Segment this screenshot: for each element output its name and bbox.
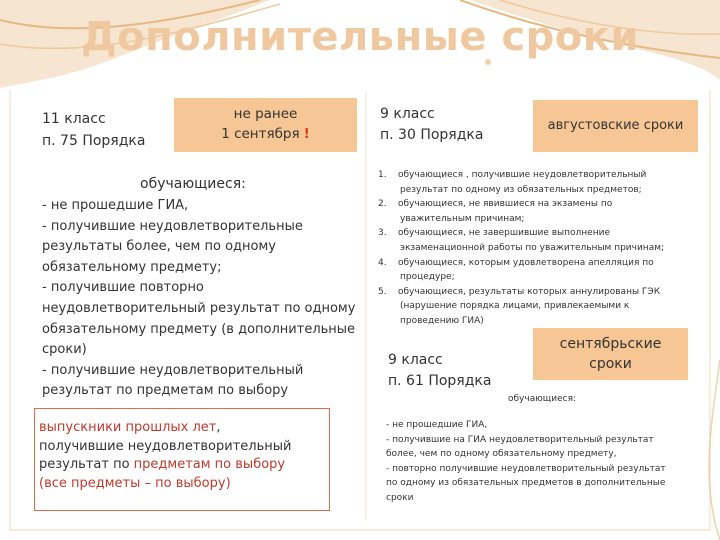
past-graduates-note	[34, 408, 330, 511]
grade11-rule: п. 75 Порядка	[42, 133, 146, 149]
grade9-rule: п. 61 Порядка	[388, 373, 492, 389]
list-line: - получившие на ГИА неудовлетворительный результат	[386, 434, 654, 445]
list-line: - повторно получившие неудовлетворительный результат	[386, 463, 666, 474]
note-line-2: получившие неудовлетворительный	[39, 438, 292, 454]
list-line: результаты более, чем по одному	[42, 239, 276, 255]
list-item: 5. обучающиеся, результаты которых аннулированы ГЭК (нарушение порядка лицами, привлекаемыми к проведению ГИА)	[378, 286, 661, 326]
students-subheading: обучающиеся:	[140, 176, 246, 192]
badge-line-1: сентябрьские	[559, 336, 662, 352]
grade9-p30-heading	[380, 104, 483, 146]
grade9-p61-heading	[388, 350, 491, 392]
grade9-class: 9 класс	[380, 106, 435, 122]
list-line: результат по предметам по выбору	[42, 383, 289, 399]
grade9-september-list	[386, 418, 706, 506]
students-subheading: обучающиеся:	[508, 394, 577, 404]
badge-not-before-september	[174, 98, 357, 152]
grade11-class: 11 класс	[42, 111, 106, 127]
list-line: более, чем по одному обязательному предмету,	[386, 449, 617, 460]
item-number: 4.	[378, 257, 387, 268]
grade9-august-list	[378, 168, 708, 329]
list-line: обязательному предмету (в дополнительные	[42, 321, 356, 337]
list-line: по одному из обязательных предметов в дополнительные	[386, 478, 666, 489]
grade11-eligibility-list	[42, 196, 362, 402]
list-line: - не прошедшие ГИА,	[386, 420, 488, 430]
badge-line-1: не ранее	[233, 106, 298, 122]
list-item: 4. обучающиеся, которым удовлетворена апелляция по процедуре;	[378, 257, 654, 283]
grade9-class: 9 класс	[388, 352, 443, 368]
item-number: 3.	[378, 228, 387, 239]
item-number: 2.	[378, 199, 387, 210]
list-line: обязательному предмету;	[42, 259, 222, 275]
item-number: 5.	[378, 286, 387, 297]
list-item: 3. обучающиеся, не завершившие выполнение экзаменационной работы по уважительным причинам;	[378, 228, 665, 253]
list-line: - не прошедшие ГИА,	[42, 198, 189, 213]
page-title: Дополнительные сроки	[81, 14, 639, 60]
list-item: 1. обучающиеся , получившие неудовлетворительный результат по одному из обязательных предметов;	[378, 170, 647, 195]
list-item: 2. обучающиеся, не явившиеся на экзамены по уважительным причинам;	[378, 199, 613, 224]
list-line: - получившие неудовлетворительные	[42, 218, 303, 234]
item-number: 1.	[378, 170, 387, 180]
grade9-rule: п. 30 Порядка	[380, 127, 484, 143]
list-line: - получившие повторно	[42, 280, 204, 296]
list-line: неудовлетворительный результат по одному	[42, 300, 356, 316]
badge-september-terms	[533, 328, 688, 380]
exclamation-mark: !	[303, 126, 310, 142]
badge-line-2: 1 сентября !	[221, 126, 310, 142]
note-line-1: выпускники прошлых лет,	[39, 420, 221, 435]
badge-august-terms: августовские сроки	[533, 100, 698, 152]
list-line: сроки)	[42, 342, 87, 358]
grade11-heading	[42, 108, 145, 152]
list-line: - получившие неудовлетворительный	[42, 362, 304, 378]
note-line-3: результат по предметам по выбору	[39, 457, 286, 472]
list-line: сроки	[386, 492, 414, 503]
note-line-4: (все предметы – по выбору)	[39, 475, 231, 491]
badge-line-2: сроки	[589, 356, 632, 372]
